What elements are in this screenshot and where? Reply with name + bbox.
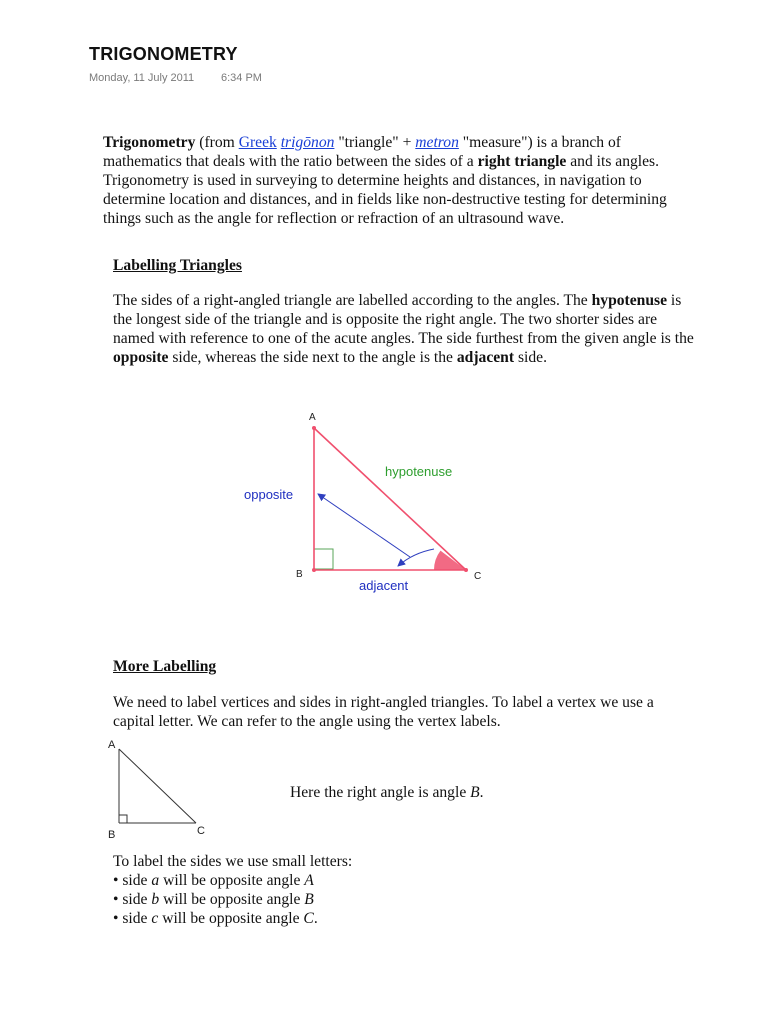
labelling-heading: Labelling Triangles xyxy=(113,257,242,274)
trigonon-link[interactable]: trigōnon xyxy=(280,134,335,151)
intro-line-1: Trigonometry (from Greek trigōnon "triangle" + metron "measure") is a branch of xyxy=(103,134,621,151)
labelling-line-4: opposite side, whereas the side next to the angle is the adjacent side. xyxy=(113,349,547,366)
labelling-line-3: named with reference to one of the acute angles. The side furthest from the given angle is the xyxy=(113,330,694,347)
small-side-ac xyxy=(119,749,196,823)
vertex-a-dot xyxy=(312,426,316,430)
more-labelling-heading: More Labelling xyxy=(113,658,217,675)
hypotenuse-label: hypotenuse xyxy=(385,464,453,479)
greek-link[interactable]: Greek xyxy=(238,134,277,151)
opposite-arrow xyxy=(318,494,410,557)
right-angle-statement: Here the right angle is angle B. xyxy=(290,784,484,801)
vertex-b-label: B xyxy=(296,569,303,580)
small-vertex-b-label: B xyxy=(108,829,116,841)
term-hypotenuse: hypotenuse xyxy=(591,292,667,309)
small-vertex-a-label: A xyxy=(108,739,116,751)
page-title: TRIGONOMETRY xyxy=(89,44,238,64)
angle-b-var: B xyxy=(470,784,480,801)
labelling-line-1: The sides of a right-angled triangle are labelled according to the angles. The hypotenuse is xyxy=(113,292,682,309)
vertex-b-dot xyxy=(312,568,316,572)
intro-line-3: Trigonometry is used in surveying to determine heights and distances, in navigation to xyxy=(103,172,642,189)
more-line-1: We need to label vertices and sides in right-angled triangles. To label a vertex we use a xyxy=(113,694,654,711)
more-labelling-paragraph xyxy=(113,693,654,731)
small-right-angle-marker xyxy=(119,815,127,823)
vertex-a-label: A xyxy=(309,412,316,423)
metron-link[interactable]: metron xyxy=(415,134,459,151)
term-opposite: opposite xyxy=(113,349,169,366)
side-hypotenuse xyxy=(314,428,466,570)
vertex-c-label: C xyxy=(474,571,482,582)
adjacent-label: adjacent xyxy=(359,578,409,593)
note-date: Monday, 11 July 2011 xyxy=(89,72,195,84)
angle-c-wedge xyxy=(434,551,466,570)
angle-arrow xyxy=(398,549,434,566)
intro-line-2: mathematics that deals with the ratio between the sides of a right triangle and its angles. xyxy=(103,153,660,170)
list-item: • side a will be opposite angle A xyxy=(113,872,314,889)
right-angle-marker xyxy=(314,549,333,569)
vertex-c-dot xyxy=(464,568,468,572)
more-line-2: capital letter. We can refer to the angle using the vertex labels. xyxy=(113,713,501,730)
list-item: • side b will be opposite angle B xyxy=(113,891,314,908)
intro-line-5: things such as the angle for reflection or refraction of an ultrasound wave. xyxy=(103,210,565,227)
opposite-label: opposite xyxy=(244,487,294,502)
term-adjacent: adjacent xyxy=(456,349,515,366)
list-item: • side c will be opposite angle C. xyxy=(113,910,318,927)
note-time: 6:34 PM xyxy=(221,72,262,84)
term-right-triangle: right triangle xyxy=(477,153,567,170)
sides-intro: To label the sides we use small letters: xyxy=(113,853,353,870)
sides-list xyxy=(113,852,352,928)
small-vertex-c-label: C xyxy=(197,825,205,837)
term-trigonometry: Trigonometry xyxy=(103,134,196,151)
intro-line-4: determine location and distances, and in fields like non-destructive testing for determining xyxy=(103,191,667,208)
labelling-line-2: the longest side of the triangle and is opposite the right angle. The two shorter sides are xyxy=(113,311,658,328)
